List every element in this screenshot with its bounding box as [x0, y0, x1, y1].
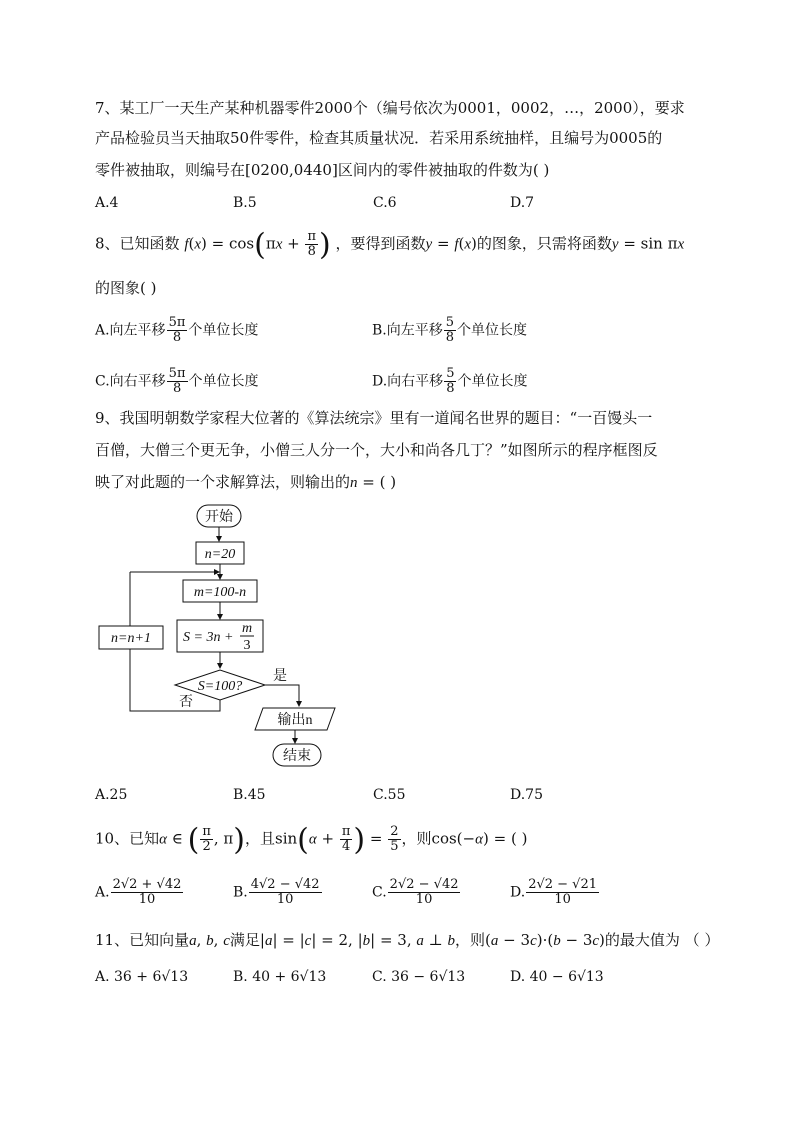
q11-option-c: C. 36 − 6√13	[372, 969, 466, 985]
q10-line-1: 10、已知α ∈ ( $\frac{\pi}{2}$ , π)，且sin(α + $\frac{\pi}{4}$ ) = $\frac{2}{5}$ ，则cos(−α) = ( )	[95, 822, 528, 858]
flow-init-text: n=20	[204, 547, 236, 562]
q9-option-d: D.75	[510, 787, 543, 803]
flow-s-text: S = 3n +	[183, 630, 234, 645]
q10-option-a: A. $\frac{2√2 + √42}{10}$	[95, 877, 182, 907]
q7-option-c: C.6	[373, 195, 397, 211]
q8-option-c: C.向右平移 $\frac{5\pi}{8}$ 个单位长度	[95, 366, 259, 396]
q8-line-1: 8、已知函数 f(x) = cos(πx + $\frac{\pi}{8}$ ) ，要得到函数y = f(x)的图象，只需将函数y = sin πx	[95, 227, 685, 263]
q8-option-d: D.向右平移 $\frac{5}{8}$ 个单位长度	[372, 366, 528, 396]
q8-option-a: A.向左平移 $\frac{5\pi}{8}$ 个单位长度	[95, 315, 259, 345]
q8-line-2: 的图象( )	[95, 279, 157, 297]
flow-incr-text: n=n+1	[111, 631, 151, 646]
q7-option-d: D.7	[510, 195, 535, 211]
q8-option-b: B.向左平移 $\frac{5}{8}$ 个单位长度	[372, 315, 528, 345]
q10-option-b: B. $\frac{4√2 - √42}{10}$	[233, 877, 320, 907]
q7-line-2: 产品检验员当天抽取50件零件，检查其质量状况．若采用系统抽样，且编号为0005的	[95, 129, 663, 147]
q9-option-c: C.55	[373, 787, 406, 803]
q7-line-3: 零件被抽取，则编号在[0200,0440]区间内的零件被抽取的件数为( )	[95, 161, 550, 179]
q8-mid: ，要得到函数	[335, 234, 426, 253]
program-flowchart	[95, 500, 355, 775]
flow-decision-text: S=100?	[197, 679, 243, 694]
q9-line-1: 9、我国明朝数学家程大位著的《算法统宗》里有一道闻名世界的题目：“一百馒头一	[95, 409, 653, 427]
q11-option-a: A. 36 + 6√13	[95, 969, 189, 985]
flow-s-num: m	[241, 621, 253, 636]
q10-option-c: C. $\frac{2√2 - √42}{10}$	[372, 877, 459, 907]
q9-line-2: 百僧，大僧三个更无争，小僧三人分一个，大小和尚各几丁？”如图所示的程序框图反	[95, 441, 658, 459]
q11-line-1: 11、已知向量a, b, c满足|a| = |c| = 2, |b| = 3, a ⊥ b，则(a − 3c)·(b − 3c)的最大值为 （ ）	[95, 931, 720, 949]
q9-option-b: B.45	[233, 787, 266, 803]
q8-pi-over-8: $\frac{\pi}{8}$	[307, 229, 317, 259]
q11-option-d: D. 40 − 6√13	[510, 969, 604, 985]
q11-option-b: B. 40 + 6√13	[233, 969, 327, 985]
flow-end-text: 结束	[283, 749, 311, 764]
flow-s-den: 3	[243, 638, 251, 653]
q7-line-1: 7、某工厂一天生产某种机器零件2000个（编号依次为0001，0002，…，2000），要求	[95, 99, 685, 117]
q8-prefix: 8、已知函数	[95, 234, 180, 253]
q8-function-f: f	[184, 236, 189, 253]
q7-option-a: A.4	[95, 195, 119, 211]
flow-m-text: m=100-n	[193, 585, 247, 600]
q8-suffix: 的图象，只需将函数	[476, 234, 612, 253]
flow-no-label: 否	[179, 695, 193, 710]
flow-yes-label: 是	[273, 669, 287, 684]
flow-output-text: 输出n	[277, 713, 313, 728]
q7-option-b: B.5	[233, 195, 257, 211]
flow-start-text: 开始	[205, 510, 233, 525]
q9-option-a: A.25	[95, 787, 128, 803]
q10-option-d: D. $\frac{2√2 - √21}{10}$	[510, 877, 597, 907]
q9-line-3: 映了对此题的一个求解算法，则输出的n = ( )	[95, 473, 397, 491]
